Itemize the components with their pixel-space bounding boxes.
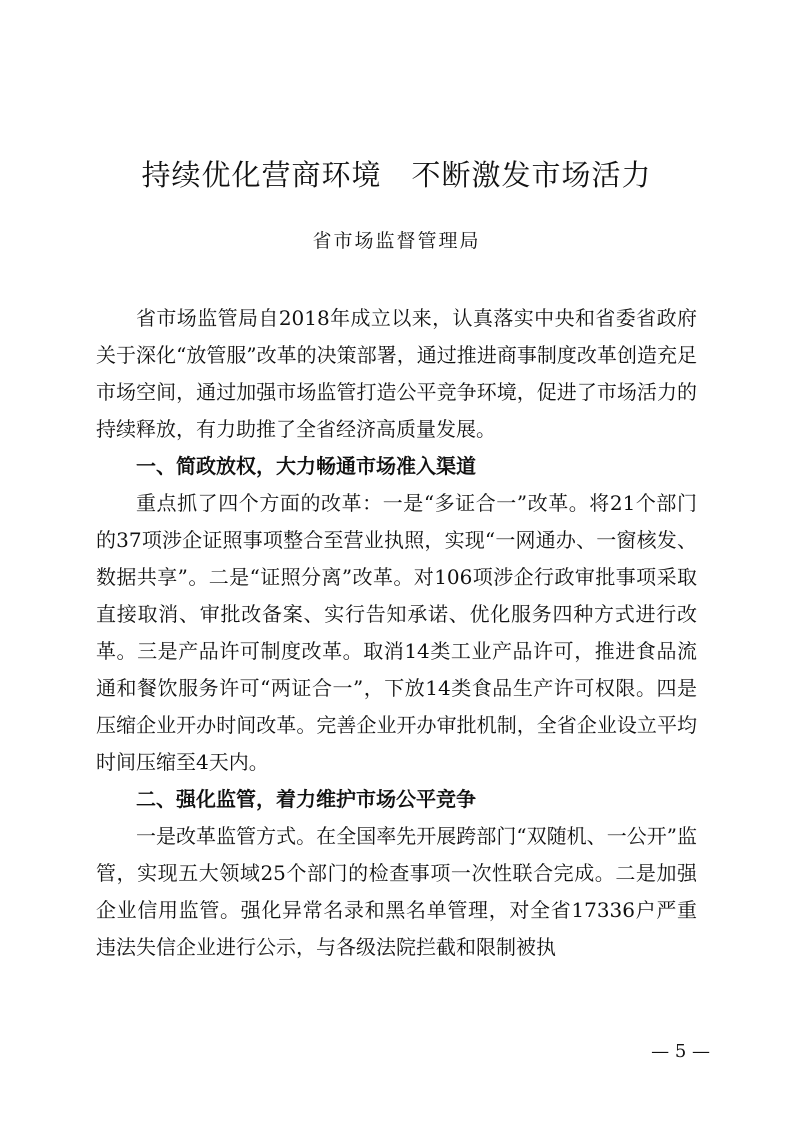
section-heading-1: 一、简政放权，大力畅通市场准入渠道	[136, 454, 476, 478]
section-heading-2: 二、强化监管，着力维护市场公平竞争	[136, 787, 476, 811]
document-title: 持续优化营商环境 不断激发市场活力	[141, 158, 652, 192]
document-body	[96, 300, 697, 966]
intro-paragraph: 省市场监管局自2018年成立以来，认真落实中央和省委省政府关于深化“放管服”改革的决策部署，通过推进商事制度改革创造充足市场空间，通过加强市场监管打造公平竞争环境，促进了市场活力的持续释放，有力助推了全省经济高质量发展。	[96, 306, 697, 441]
section-1-paragraph: 重点抓了四个方面的改革：一是“多证合一”改革。将21个部门的37项涉企证照事项整合至营业执照，实现“一网通办、一窗核发、数据共享”。二是“证照分离”改革。对106项涉企行政审批事项采取直接取消、审批改备案、实行告知承诺、优化服务四种方式进行改革。三是产品许可制度改革。取消14类工业产品许可，推进食品流通和餐饮服务许可“两证合一”，下放14类食品生产许可权限。四是压缩企业开办时间改革。完善企业开办审批机制，全省企业设立平均时间压缩至4天内。	[96, 491, 697, 774]
page-number: — 5 —	[651, 1041, 710, 1062]
document-author: 省市场监督管理局	[312, 230, 481, 252]
section-2-paragraph: 一是改革监管方式。在全国率先开展跨部门“双随机、一公开”监管，实现五大领域25个部门的检查事项一次性联合完成。二是加强企业信用监管。强化异常名录和黑名单管理，对全省17336户严重违法失信企业进行公示，与各级法院拦截和限制被执	[96, 824, 697, 959]
